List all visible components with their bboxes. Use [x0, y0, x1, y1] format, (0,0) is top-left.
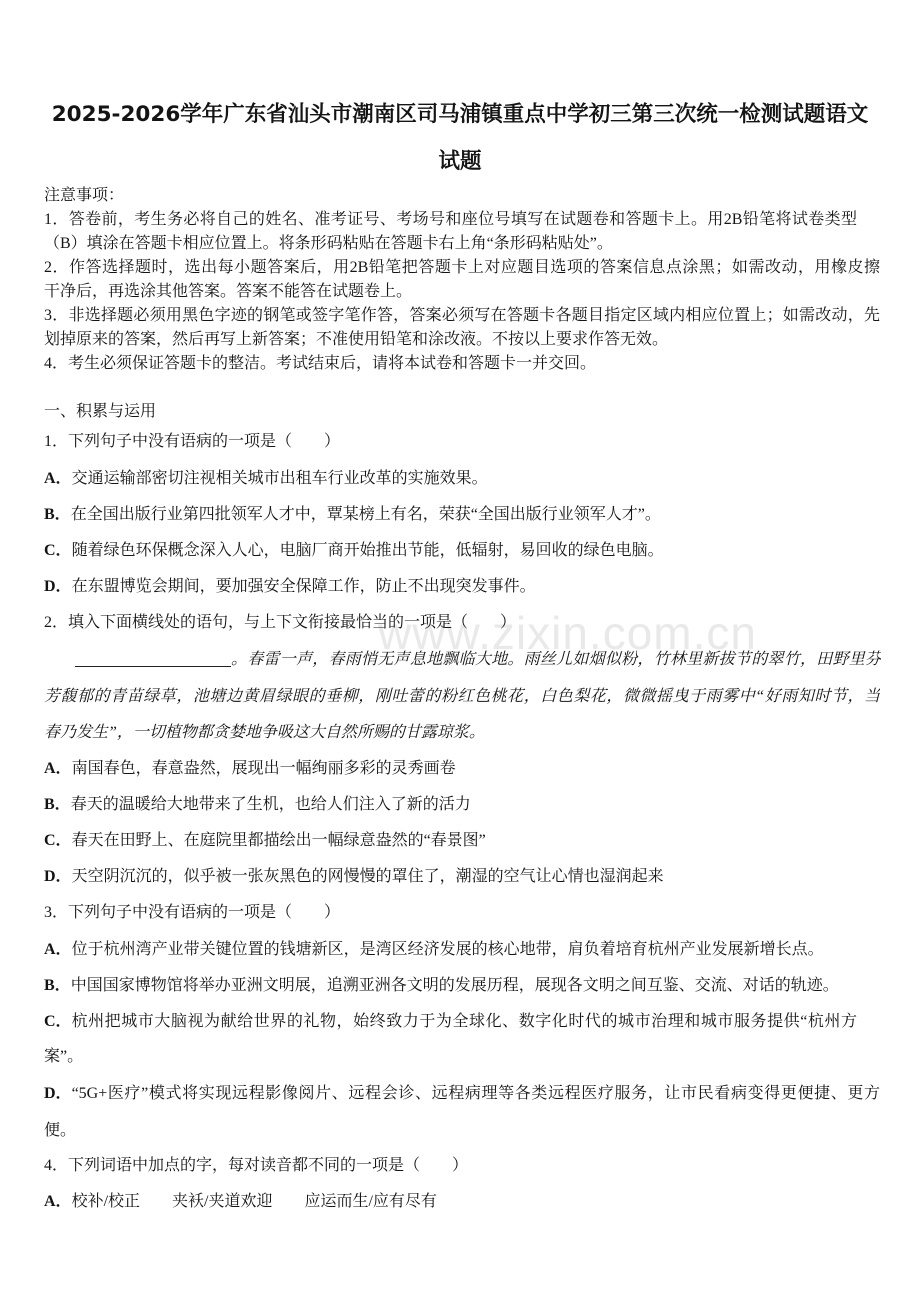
watermark: www.zixin.com.cn	[378, 607, 757, 659]
question-3-option-b	[44, 973, 839, 999]
option-label: B．	[44, 977, 71, 994]
question-2-option-b	[44, 792, 471, 818]
passage-line-3: 春乃发生”，一切植物都贪婪地争吸这大自然所赐的甘露琼浆。	[44, 724, 485, 741]
section-heading: 一、积累与运用	[44, 403, 157, 420]
note-1-line-2: （B）填涂在答题卡相应位置上。将条形码粘贴在答题卡右上角“条形码粘贴处”。	[44, 235, 613, 252]
option-label: A．	[44, 1193, 72, 1210]
option-label: D．	[44, 578, 72, 595]
option-label: A．	[44, 760, 72, 777]
note-2-line-1: 2．作答选择题时，选出每小题答案后，用2B铅笔把答题卡上对应题目选项的答案信息点涂黑；如需改动，用橡皮擦	[44, 259, 880, 276]
question-3-option-d	[44, 1081, 880, 1107]
option-label: C．	[44, 542, 72, 559]
question-3-option-c	[44, 1009, 857, 1035]
option-text: 在东盟博览会期间，要加强安全保障工作，防止不出现突发事件。	[71, 578, 536, 595]
question-3-option-a	[44, 937, 824, 963]
passage-line-2: 芳馥郁的青苗绿草，池塘边黄眉绿眼的垂柳，刚吐蕾的粉红色桃花，白色梨花，微微摇曳于雨雾中“好雨知时节，当	[44, 688, 880, 705]
option-text: 校补/校正 夹袄/夹道欢迎 应运而生/应有尽有	[71, 1193, 437, 1210]
option-label: A．	[44, 941, 72, 958]
option-text: 天空阴沉沉的，似乎被一张灰黑色的网慢慢的罩住了，潮湿的空气让心情也湿润起来	[71, 868, 664, 885]
notes-heading: 注意事项：	[44, 187, 125, 204]
option-label: C．	[44, 832, 72, 849]
option-text: “5G+医疗”模式将实现远程影像阅片、远程会诊、远程病理等各类远程医疗服务，让市民看病变得更便捷、更方	[71, 1085, 880, 1102]
page-title-line-2: 试题	[438, 149, 482, 174]
question-2-stem: 2．填入下面横线处的语句，与上下文衔接最恰当的一项是（ ）	[44, 614, 517, 631]
option-label: B．	[44, 506, 71, 523]
option-label: B．	[44, 796, 71, 813]
note-2-line-2: 干净后，再选涂其他答案。答案不能答在试题卷上。	[44, 283, 413, 300]
question-3-option-d-continued: 便。	[44, 1122, 77, 1139]
option-text: 南国春色，春意盎然，展现出一幅绚丽多彩的灵秀画卷	[71, 760, 456, 777]
option-text: 春天在田野上、在庭院里都描绘出一幅绿意盎然的“春景图”	[71, 832, 486, 849]
question-4-option-a	[44, 1189, 437, 1215]
page-title-line-1: 2025-2026学年广东省汕头市潮南区司马浦镇重点中学初三第三次统一检测试题语文	[51, 102, 869, 127]
option-text: 春天的温暖给大地带来了生机，也给人们注入了新的活力	[70, 796, 471, 813]
question-2-option-c	[44, 828, 486, 854]
question-4-stem: 4．下列词语中加点的字，每对读音都不同的一项是（ ）	[44, 1157, 469, 1174]
option-text: 位于杭州湾产业带关键位置的钱塘新区，是湾区经济发展的核心地带，肩负着培育杭州产业发展新增长点。	[71, 941, 824, 958]
question-2-option-d	[44, 864, 664, 890]
note-3-line-2: 划掉原来的答案，然后再写上新答案；不准使用铅笔和涂改液。不按以上要求作答无效。	[44, 331, 669, 348]
note-3-line-1: 3．非选择题必须用黑色字迹的钢笔或签字笔作答，答案必须写在答题卡各题目指定区域内相应位置上；如需改动，先	[44, 307, 880, 324]
option-text: 杭州把城市大脑视为献给世界的礼物，始终致力于为全球化、数字化时代的城市治理和城市服务提供“杭州方	[71, 1013, 857, 1030]
question-1-option-c	[44, 538, 664, 564]
note-1-line-1: 1．答卷前，考生务必将自己的姓名、准考证号、考场号和座位号填写在试题卷和答题卡上。用2B铅笔将试卷类型	[44, 211, 857, 228]
option-text: 随着绿色环保概念深入人心，电脑厂商开始推出节能，低辐射，易回收的绿色电脑。	[71, 542, 664, 559]
option-label: D．	[44, 868, 72, 885]
answer-blank	[75, 647, 231, 667]
option-text: 交通运输部密切注视相关城市出租车行业改革的实施效果。	[71, 470, 488, 487]
option-label: A．	[44, 470, 72, 487]
note-4-line-1: 4．考生必须保证答题卡的整洁。考试结束后，请将本试卷和答题卡一并交回。	[44, 355, 597, 372]
passage-text: 。春雷一声，春雨悄无声息地飘临大地。雨丝儿如烟似粉，竹林里新拔节的翠竹，田野里芬	[231, 651, 881, 668]
question-1-stem: 1．下列句子中没有语病的一项是（ ）	[44, 433, 341, 450]
option-text: 中国国家博物馆将举办亚洲文明展，追溯亚洲各文明的发展历程，展现各文明之间互鉴、交流、对话的轨迹。	[70, 977, 839, 994]
option-label: D．	[44, 1085, 72, 1102]
question-3-option-c-continued: 案”。	[44, 1048, 84, 1065]
question-1-option-b	[44, 502, 661, 528]
question-3-stem: 3．下列句子中没有语病的一项是（ ）	[44, 904, 341, 921]
option-label: C．	[44, 1013, 72, 1030]
option-text: 在全国出版行业第四批领军人才中，覃某榜上有名，荣获“全国出版行业领军人才”。	[70, 506, 661, 523]
question-2-option-a	[44, 756, 456, 782]
question-1-option-a	[44, 466, 488, 492]
passage-line-1	[75, 647, 881, 673]
question-1-option-d	[44, 574, 536, 600]
